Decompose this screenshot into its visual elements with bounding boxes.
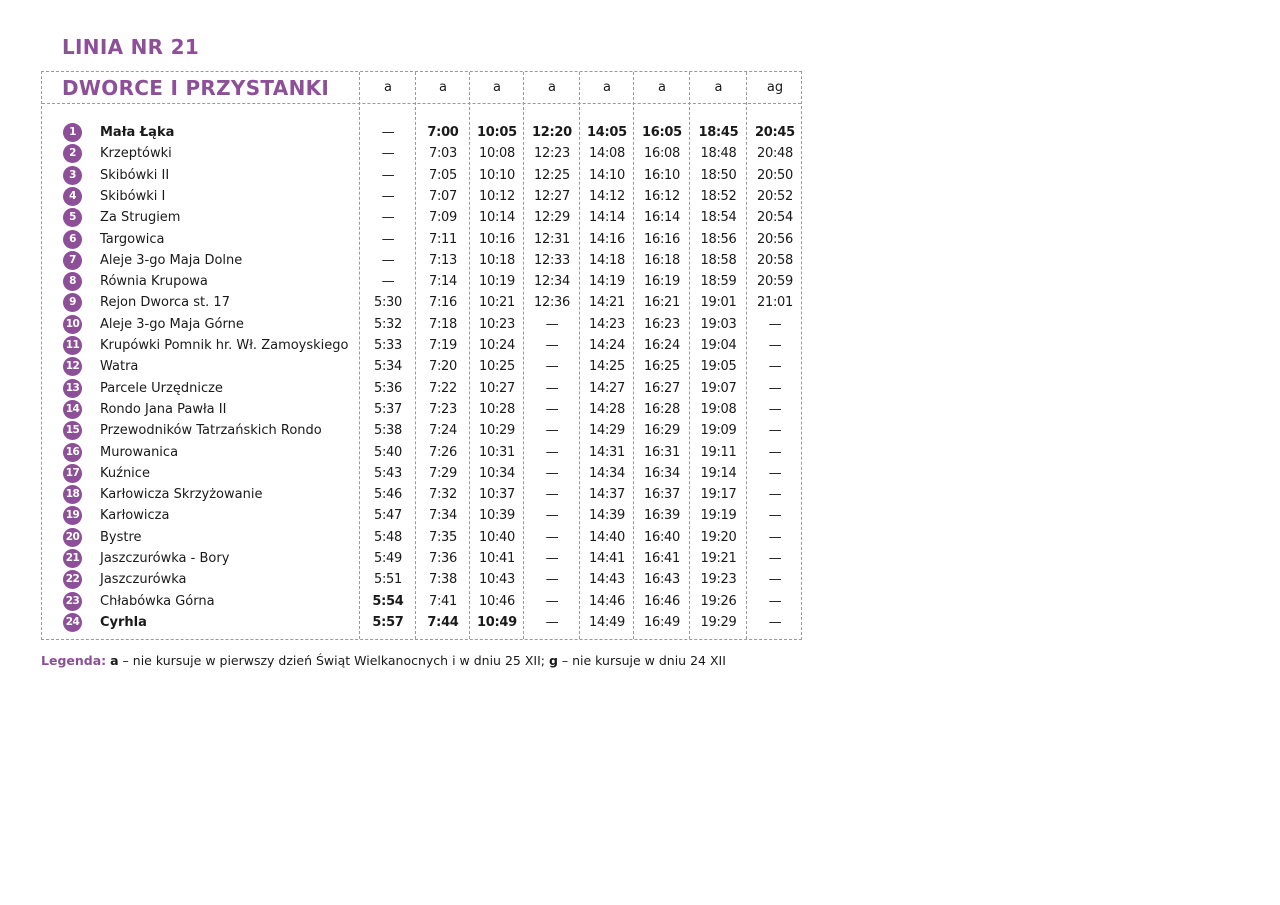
departure-time: 12:25	[534, 167, 570, 183]
departure-time: 16:49	[644, 614, 680, 630]
departure-time: 20:54	[757, 210, 793, 226]
departure-time: 16:28	[644, 401, 680, 417]
departure-time: 7:26	[429, 444, 457, 460]
departure-time: 16:10	[644, 167, 680, 183]
departure-time: 10:14	[479, 210, 515, 226]
table-header-title: DWORCE I PRZYSTANKI	[62, 76, 330, 100]
departure-time: —	[768, 487, 782, 503]
header-divider	[42, 103, 801, 104]
departure-time: 14:16	[589, 231, 625, 247]
departure-time: 5:47	[374, 508, 402, 524]
departure-time: —	[545, 380, 559, 396]
departure-time: 21:01	[757, 295, 793, 311]
table-row	[42, 570, 801, 591]
departure-time: —	[768, 614, 782, 630]
departure-time: 7:44	[427, 614, 459, 630]
departure-time: 14:37	[589, 487, 625, 503]
stop-number-badge: 16	[63, 443, 82, 462]
departure-time: —	[768, 529, 782, 545]
departure-time: 5:54	[372, 593, 404, 609]
table-row	[42, 251, 801, 272]
table-row	[42, 443, 801, 464]
table-row	[42, 166, 801, 187]
stop-name: Chłabówka Górna	[100, 593, 215, 609]
departure-time: 10:16	[479, 231, 515, 247]
departure-time: 20:50	[757, 167, 793, 183]
departure-time: 16:39	[644, 508, 680, 524]
departure-time: 10:34	[479, 465, 515, 481]
departure-time: 10:08	[479, 146, 515, 162]
stop-name: Aleje 3-go Maja Dolne	[100, 252, 243, 268]
departure-time: —	[381, 210, 395, 226]
departure-time: 19:17	[700, 487, 737, 503]
departure-time: —	[381, 125, 395, 140]
departure-time: —	[381, 167, 395, 183]
table-row	[42, 421, 801, 442]
departure-time: 19:19	[700, 508, 737, 524]
stop-name: Karłowicza	[100, 508, 170, 524]
departure-time: —	[545, 529, 559, 545]
departure-time: 5:51	[374, 572, 402, 588]
departure-time: 12:20	[532, 125, 572, 140]
departure-time: 16:40	[644, 529, 680, 545]
departure-time: 19:07	[700, 380, 737, 396]
legend-key-a: a	[110, 653, 119, 668]
stop-number-badge: 4	[63, 187, 82, 206]
departure-time: —	[768, 338, 782, 353]
stop-name: Cyrhla	[100, 614, 147, 630]
stop-number-badge: 5	[63, 208, 82, 227]
departure-time: 12:23	[534, 146, 570, 162]
departure-time: —	[768, 508, 782, 524]
departure-time: 14:34	[589, 465, 625, 481]
departure-time: 7:29	[429, 465, 457, 481]
legend-label: Legenda:	[41, 653, 107, 668]
column-header: a	[493, 80, 501, 95]
table-row	[42, 549, 801, 570]
departure-time: 7:23	[429, 401, 457, 417]
departure-time: 20:52	[757, 188, 793, 204]
stop-number-badge: 15	[63, 421, 82, 440]
departure-time: 5:36	[374, 380, 402, 396]
column-header: a	[603, 80, 611, 95]
column-header: a	[548, 80, 556, 95]
departure-time: 19:14	[700, 465, 737, 481]
departure-time: 5:33	[374, 338, 402, 353]
departure-time: —	[545, 401, 559, 417]
departure-time: 14:18	[589, 252, 625, 268]
departure-time: 19:26	[700, 593, 737, 609]
departure-time: —	[768, 423, 782, 439]
stop-number-badge: 6	[63, 230, 82, 249]
departure-time: 16:46	[644, 593, 680, 609]
departure-time: 5:34	[374, 359, 402, 375]
departure-time: 10:05	[477, 125, 517, 140]
departure-time: 7:20	[429, 359, 457, 375]
departure-time: 19:08	[700, 401, 737, 417]
departure-time: 12:33	[534, 252, 570, 268]
table-row	[42, 379, 801, 400]
departure-time: 7:09	[429, 210, 457, 226]
departure-time: 14:21	[589, 295, 625, 311]
departure-time: 18:48	[700, 146, 737, 162]
departure-time: 10:46	[479, 593, 515, 609]
departure-time: 19:29	[700, 614, 737, 630]
departure-time: 16:34	[644, 465, 680, 481]
legend	[41, 653, 726, 668]
departure-time: 10:21	[479, 295, 515, 311]
departure-time: 5:46	[374, 487, 402, 503]
departure-time: 5:40	[374, 444, 402, 460]
departure-time: 14:05	[587, 125, 627, 140]
table-row	[42, 485, 801, 506]
stop-name: Targowica	[100, 231, 165, 247]
departure-time: 16:21	[644, 295, 680, 311]
departure-time: 7:16	[429, 295, 457, 311]
departure-time: 14:23	[589, 316, 625, 332]
stop-name: Skibówki I	[100, 188, 166, 204]
departure-time: 16:05	[642, 125, 682, 140]
departure-time: —	[768, 465, 782, 481]
stop-number-badge: 20	[63, 528, 82, 547]
departure-time: 18:45	[698, 125, 739, 140]
departure-time: 16:08	[644, 146, 680, 162]
departure-time: 14:28	[589, 401, 625, 417]
table-row	[42, 336, 801, 357]
stop-number-badge: 21	[63, 549, 82, 568]
column-header: a	[714, 80, 723, 95]
legend-key-g: g	[548, 653, 558, 668]
stop-name: Przewodników Tatrzańskich Rondo	[100, 423, 322, 439]
departure-time: 10:39	[479, 508, 515, 524]
stop-name: Krupówki Pomnik hr. Wł. Zamoyskiego	[100, 338, 349, 353]
stop-number-badge: 9	[63, 293, 82, 312]
departure-time: 14:31	[589, 444, 625, 460]
departure-time: 5:48	[374, 529, 402, 545]
stop-name: Równia Krupowa	[100, 274, 208, 290]
departure-time: 10:18	[479, 252, 515, 268]
departure-time: 10:43	[479, 572, 515, 588]
departure-time: —	[768, 401, 782, 417]
departure-time: 14:39	[589, 508, 625, 524]
table-row	[42, 187, 801, 208]
departure-time: 7:24	[429, 423, 457, 439]
stop-number-badge: 23	[63, 592, 82, 611]
departure-time: —	[545, 614, 559, 630]
departure-time: —	[545, 316, 559, 332]
departure-time: —	[545, 338, 559, 353]
departure-time: 16:31	[644, 444, 680, 460]
departure-time: 16:19	[644, 274, 680, 290]
departure-time: 10:19	[479, 274, 515, 290]
departure-time: 16:25	[644, 359, 680, 375]
departure-time: 10:29	[479, 423, 515, 439]
stop-name: Za Strugiem	[100, 210, 181, 226]
departure-time: —	[545, 572, 559, 588]
departure-time: 14:19	[589, 274, 625, 290]
departure-time: 16:16	[644, 231, 680, 247]
departure-time: —	[381, 231, 395, 247]
departure-time: 10:27	[479, 380, 515, 396]
departure-time: 7:05	[429, 167, 457, 183]
stop-name: Bystre	[100, 529, 142, 545]
stop-name: Jaszczurówka - Bory	[100, 551, 230, 566]
departure-time: 16:24	[644, 338, 680, 353]
table-row	[42, 230, 801, 251]
table-row	[42, 506, 801, 527]
departure-time: —	[545, 444, 559, 460]
departure-time: 7:32	[429, 487, 457, 503]
departure-time: —	[545, 359, 559, 375]
departure-time: 20:58	[757, 252, 793, 268]
departure-time: 20:56	[757, 231, 793, 247]
departure-time: —	[381, 188, 395, 204]
column-header: a	[384, 80, 392, 95]
stop-name: Parcele Urzędnicze	[100, 380, 223, 396]
departure-time: 16:14	[644, 210, 680, 226]
departure-time: 12:34	[534, 274, 570, 290]
departure-time: —	[545, 593, 559, 609]
table-row	[42, 357, 801, 378]
departure-time: 7:36	[429, 551, 457, 566]
departure-time: 5:57	[372, 614, 404, 630]
departure-time: 18:59	[700, 274, 737, 290]
departure-time: 5:43	[374, 465, 402, 481]
departure-time: 19:11	[700, 444, 737, 460]
stop-name: Aleje 3-go Maja Górne	[100, 316, 244, 332]
stop-number-badge: 19	[63, 506, 82, 525]
departure-time: —	[768, 316, 782, 332]
departure-time: 14:24	[589, 338, 625, 353]
departure-time: 12:27	[534, 188, 570, 204]
stop-number-badge: 3	[63, 166, 82, 185]
departure-time: 7:14	[429, 274, 457, 290]
departure-time: 18:52	[700, 188, 737, 204]
table-row	[42, 400, 801, 421]
table-row	[42, 208, 801, 229]
departure-time: 19:05	[700, 359, 737, 375]
departure-time: 14:08	[589, 146, 625, 162]
departure-time: 14:27	[589, 380, 625, 396]
legend-text-a: – nie kursuje w pierwszy dzień Świąt Wielkanocnych i w dniu 25 XII;	[118, 653, 549, 668]
table-row	[42, 144, 801, 165]
departure-time: —	[768, 593, 782, 609]
departure-time: 16:29	[644, 423, 680, 439]
departure-time: 10:49	[477, 614, 517, 630]
departure-time: 16:37	[644, 487, 680, 503]
stop-number-badge: 7	[63, 251, 82, 270]
departure-time: 14:43	[589, 572, 625, 588]
table-row	[42, 272, 801, 293]
departure-time: 16:12	[644, 188, 680, 204]
departure-time: 14:14	[589, 210, 625, 226]
departure-time: 7:07	[429, 188, 457, 204]
departure-time: —	[381, 146, 395, 162]
departure-time: 18:58	[700, 252, 737, 268]
column-header: a	[439, 80, 447, 95]
departure-time: 10:31	[479, 444, 515, 460]
departure-time: —	[768, 380, 782, 396]
departure-time: —	[545, 487, 559, 503]
departure-time: 7:35	[429, 529, 457, 545]
departure-time: —	[545, 551, 559, 566]
departure-time: 5:49	[374, 551, 402, 566]
stop-number-badge: 17	[63, 464, 82, 483]
departure-time: 16:23	[644, 316, 680, 332]
departure-time: —	[768, 572, 782, 588]
departure-time: 20:48	[757, 146, 793, 162]
departure-time: 14:46	[589, 593, 625, 609]
departure-time: 16:43	[644, 572, 680, 588]
departure-time: 7:34	[429, 508, 457, 524]
departure-time: —	[768, 359, 782, 375]
departure-time: 20:45	[755, 125, 795, 140]
departure-time: 18:54	[700, 210, 737, 226]
departure-time: 10:12	[479, 188, 515, 204]
departure-time: 7:00	[427, 125, 459, 140]
departure-time: 7:18	[429, 316, 457, 332]
departure-time: 14:41	[589, 551, 625, 566]
departure-time: 7:38	[429, 572, 457, 588]
departure-time: 10:41	[479, 551, 515, 566]
departure-time: 19:20	[700, 529, 737, 545]
table-row	[42, 613, 801, 634]
departure-time: 7:11	[429, 231, 457, 247]
departure-time: 5:38	[374, 423, 402, 439]
departure-time: 19:04	[700, 338, 737, 353]
departure-time: 16:18	[644, 252, 680, 268]
departure-time: 16:41	[644, 551, 680, 566]
stop-number-badge: 13	[63, 379, 82, 398]
departure-time: 12:29	[534, 210, 570, 226]
departure-time: —	[545, 423, 559, 439]
stop-number-badge: 14	[63, 400, 82, 419]
departure-time: —	[545, 465, 559, 481]
stop-name: Murowanica	[100, 444, 179, 460]
departure-time: 19:23	[700, 572, 737, 588]
departure-time: 5:32	[374, 316, 402, 332]
stop-number-badge: 12	[63, 357, 82, 376]
stop-name: Kuźnice	[100, 465, 150, 481]
departure-time: 14:49	[589, 614, 625, 630]
departure-time: 7:03	[429, 146, 457, 162]
column-header: ag	[766, 80, 784, 95]
table-row	[42, 592, 801, 613]
departure-time: 7:19	[429, 338, 457, 353]
departure-time: 14:29	[589, 423, 625, 439]
departure-time: 18:50	[700, 167, 737, 183]
stop-name: Karłowicza Skrzyżowanie	[100, 487, 263, 503]
table-row	[42, 528, 801, 549]
departure-time: 10:25	[479, 359, 515, 375]
page-title: LINIA NR 21	[62, 35, 200, 59]
departure-time: 7:13	[429, 252, 457, 268]
departure-time: 19:03	[700, 316, 737, 332]
departure-time: 10:28	[479, 401, 515, 417]
departure-time: 18:56	[700, 231, 737, 247]
legend-text-g: – nie kursuje w dniu 24 XII	[557, 653, 726, 668]
stop-number-badge: 10	[63, 315, 82, 334]
departure-time: 7:22	[429, 380, 457, 396]
departure-time: —	[768, 444, 782, 460]
departure-time: 12:31	[534, 231, 570, 247]
departure-time: 5:30	[374, 295, 402, 311]
column-header: a	[658, 80, 666, 95]
departure-time: 16:27	[644, 380, 680, 396]
departure-time: 10:10	[479, 167, 515, 183]
stop-name: Skibówki II	[100, 167, 170, 183]
table-row	[42, 315, 801, 336]
stop-number-badge: 1	[63, 123, 82, 142]
stop-name: Mała Łąka	[100, 125, 175, 140]
departure-time: 14:10	[589, 167, 625, 183]
stop-name: Jaszczurówka	[100, 572, 187, 588]
departure-time: —	[381, 252, 395, 268]
departure-time: 10:23	[479, 316, 515, 332]
stop-number-badge: 11	[63, 336, 82, 355]
departure-time: —	[768, 551, 782, 566]
stop-name: Krzeptówki	[100, 146, 172, 162]
stop-number-badge: 18	[63, 485, 82, 504]
stop-name: Rejon Dworca st. 17	[100, 295, 230, 311]
stop-name: Rondo Jana Pawła II	[100, 401, 227, 417]
departure-time: 19:09	[700, 423, 737, 439]
departure-time: 10:24	[479, 338, 515, 353]
departure-time: 10:37	[479, 487, 515, 503]
table-row	[42, 464, 801, 485]
departure-time: 5:37	[374, 401, 402, 417]
stop-number-badge: 24	[63, 613, 82, 632]
stop-number-badge: 2	[63, 144, 82, 163]
departure-time: 19:01	[700, 295, 737, 311]
departure-time: 10:40	[479, 529, 515, 545]
stop-number-badge: 22	[63, 570, 82, 589]
table-row	[42, 123, 801, 144]
departure-time: —	[381, 274, 395, 290]
timetable	[41, 71, 802, 640]
stop-number-badge: 8	[63, 272, 82, 291]
departure-time: 19:21	[700, 551, 737, 566]
departure-time: 14:12	[589, 188, 625, 204]
table-row	[42, 293, 801, 314]
stop-name: Watra	[100, 359, 139, 375]
departure-time: 14:25	[589, 359, 625, 375]
departure-time: 12:36	[534, 295, 570, 311]
departure-time: 20:59	[757, 274, 793, 290]
departure-time: —	[545, 508, 559, 524]
departure-time: 14:40	[589, 529, 625, 545]
departure-time: 7:41	[429, 593, 457, 609]
